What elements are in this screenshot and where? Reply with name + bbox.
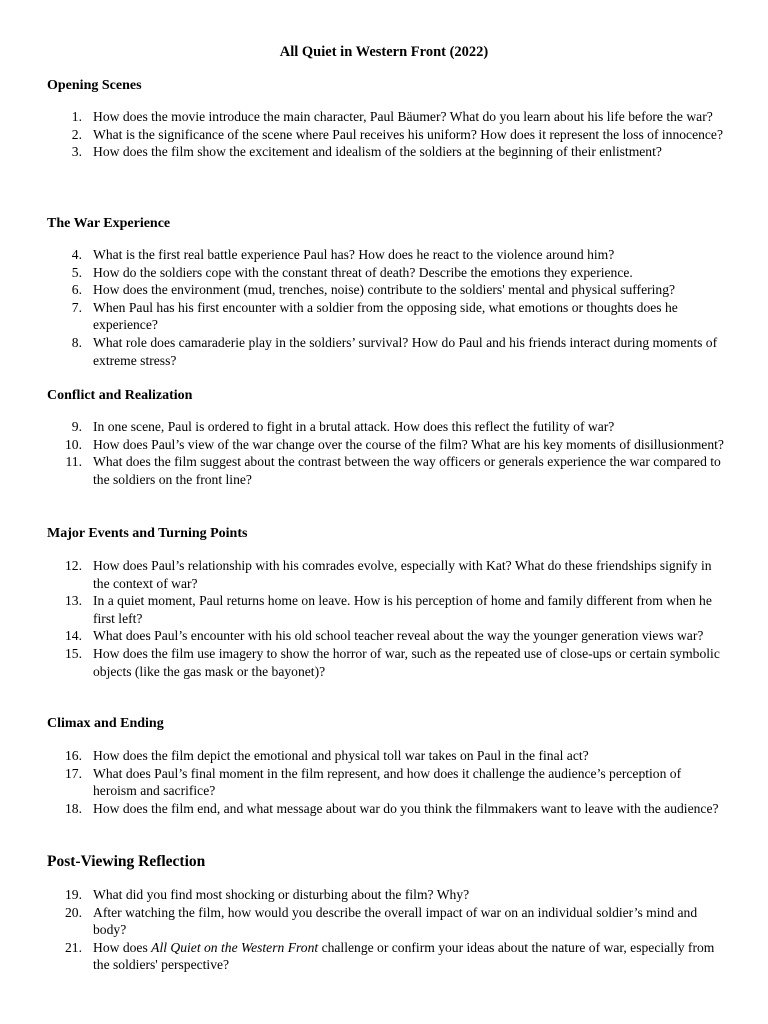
question-number: 9. <box>71 419 82 434</box>
question-list-war-experience <box>47 246 727 369</box>
question-number: 12. <box>65 558 82 573</box>
question-text-before: How does <box>93 939 152 955</box>
question-text-after: challenge or confirm your ideas about the nature of war, especially from the soldiers' perspective? <box>93 939 715 973</box>
question-number: 4. <box>71 247 82 262</box>
question-number: 20. <box>65 904 82 920</box>
question-text: How does the environment (mud, trenches, noise) contribute to the soldiers' mental and physical suffering? <box>93 282 676 298</box>
question-number: 14. <box>65 628 82 644</box>
question-text: After watching the film, how would you describe the overall impact of war on an individual soldier’s mind and body? <box>93 904 698 938</box>
question-item <box>47 246 727 264</box>
question-item <box>47 747 727 765</box>
question-item <box>47 800 727 818</box>
question-text: How does the film depict the emotional and physical toll war takes on Paul in the final act? <box>93 748 589 763</box>
question-text: How does Paul’s relationship with his comrades evolve, especially with Kat? What do these friendships signify in the context of war? <box>93 558 712 591</box>
film-title-italic: All Quiet on the Western Front <box>151 939 319 955</box>
question-text: How does the film show the excitement and idealism of the soldiers at the beginning of their enlistment? <box>93 144 662 160</box>
question-number: 13. <box>65 593 82 609</box>
question-list-post-viewing-reflection <box>47 886 727 974</box>
section-heading-major-events: Major Events and Turning Points <box>47 526 248 541</box>
question-text: What does Paul’s final moment in the film represent, and how does it challenge the audience’s perception of heroism and sacrifice? <box>93 765 682 799</box>
question-text: In a quiet moment, Paul returns home on leave. How is his perception of home and family different from when he first left? <box>93 593 712 626</box>
question-number: 18. <box>65 800 82 816</box>
question-number: 11. <box>65 454 82 470</box>
question-text: In one scene, Paul is ordered to fight in a brutal attack. How does this reflect the futility of war? <box>93 419 615 434</box>
section-heading-war-experience: The War Experience <box>47 216 171 231</box>
question-item <box>47 281 727 299</box>
question-text <box>93 940 714 973</box>
question-item <box>47 143 727 161</box>
question-item <box>47 453 727 488</box>
question-item <box>47 436 727 454</box>
question-number: 19. <box>65 887 82 902</box>
question-item <box>47 418 727 436</box>
question-item <box>47 264 727 282</box>
question-item <box>47 557 727 592</box>
question-item <box>47 627 727 645</box>
question-item <box>47 765 727 800</box>
question-text: What did you find most shocking or disturbing about the film? Why? <box>93 887 470 902</box>
document-title: All Quiet in Western Front (2022) <box>279 44 489 60</box>
question-number: 8. <box>71 334 82 350</box>
question-text: How does the film use imagery to show the horror of war, such as the repeated use of close-ups or certain symbolic objects (like the gas mask or the bayonet)? <box>93 645 720 679</box>
question-item <box>47 126 727 144</box>
question-item <box>47 886 727 904</box>
question-item <box>47 299 727 334</box>
question-list-major-events <box>47 557 727 680</box>
question-number: 21. <box>65 939 82 955</box>
section-heading-climax-and-ending: Climax and Ending <box>47 716 164 731</box>
question-number: 15. <box>65 645 82 661</box>
question-number: 6. <box>71 282 82 298</box>
question-number: 5. <box>71 264 82 280</box>
question-item <box>47 108 727 126</box>
question-list-climax-and-ending <box>47 747 727 817</box>
question-text: How does the movie introduce the main character, Paul Bäumer? What do you learn about his life before the war? <box>93 109 713 124</box>
question-text: What does the film suggest about the contrast between the way officers or generals experience the war compared to the soldiers on the front line? <box>93 454 721 487</box>
question-number: 10. <box>65 436 82 452</box>
question-text: How does the film end, and what message about war do you think the filmmakers want to leave with the audience? <box>93 800 719 816</box>
question-item <box>47 904 727 939</box>
section-heading-conflict-and-realization: Conflict and Realization <box>47 388 193 403</box>
question-number: 17. <box>65 765 82 781</box>
question-list-opening-scenes <box>47 108 727 161</box>
question-number: 2. <box>71 126 82 142</box>
question-list-conflict-and-realization <box>47 418 727 488</box>
question-item <box>47 645 727 680</box>
question-item <box>47 939 727 974</box>
section-heading-post-viewing-reflection: Post-Viewing Reflection <box>47 853 206 870</box>
question-text: How do the soldiers cope with the constant threat of death? Describe the emotions they experience. <box>93 264 633 280</box>
question-number: 3. <box>71 144 82 160</box>
question-text: What is the significance of the scene where Paul receives his uniform? How does it represent the loss of innocence? <box>93 126 723 142</box>
question-text: How does Paul’s view of the war change over the course of the film? What are his key moments of disillusionment? <box>93 436 724 452</box>
question-text: When Paul has his first encounter with a soldier from the opposing side, what emotions or thoughts does he experience? <box>93 299 678 333</box>
question-text: What is the first real battle experience Paul has? How does he react to the violence around him? <box>93 247 615 262</box>
question-text: What does Paul’s encounter with his old school teacher reveal about the way the younger generation views war? <box>93 628 704 644</box>
question-item <box>47 334 727 369</box>
question-text: What role does camaraderie play in the soldiers’ survival? How do Paul and his friends interact during moments of extreme stress? <box>93 334 718 368</box>
question-number: 16. <box>65 748 82 763</box>
question-number: 7. <box>71 299 82 315</box>
question-number: 1. <box>71 109 82 124</box>
question-item <box>47 592 727 627</box>
section-heading-opening-scenes: Opening Scenes <box>47 78 142 93</box>
